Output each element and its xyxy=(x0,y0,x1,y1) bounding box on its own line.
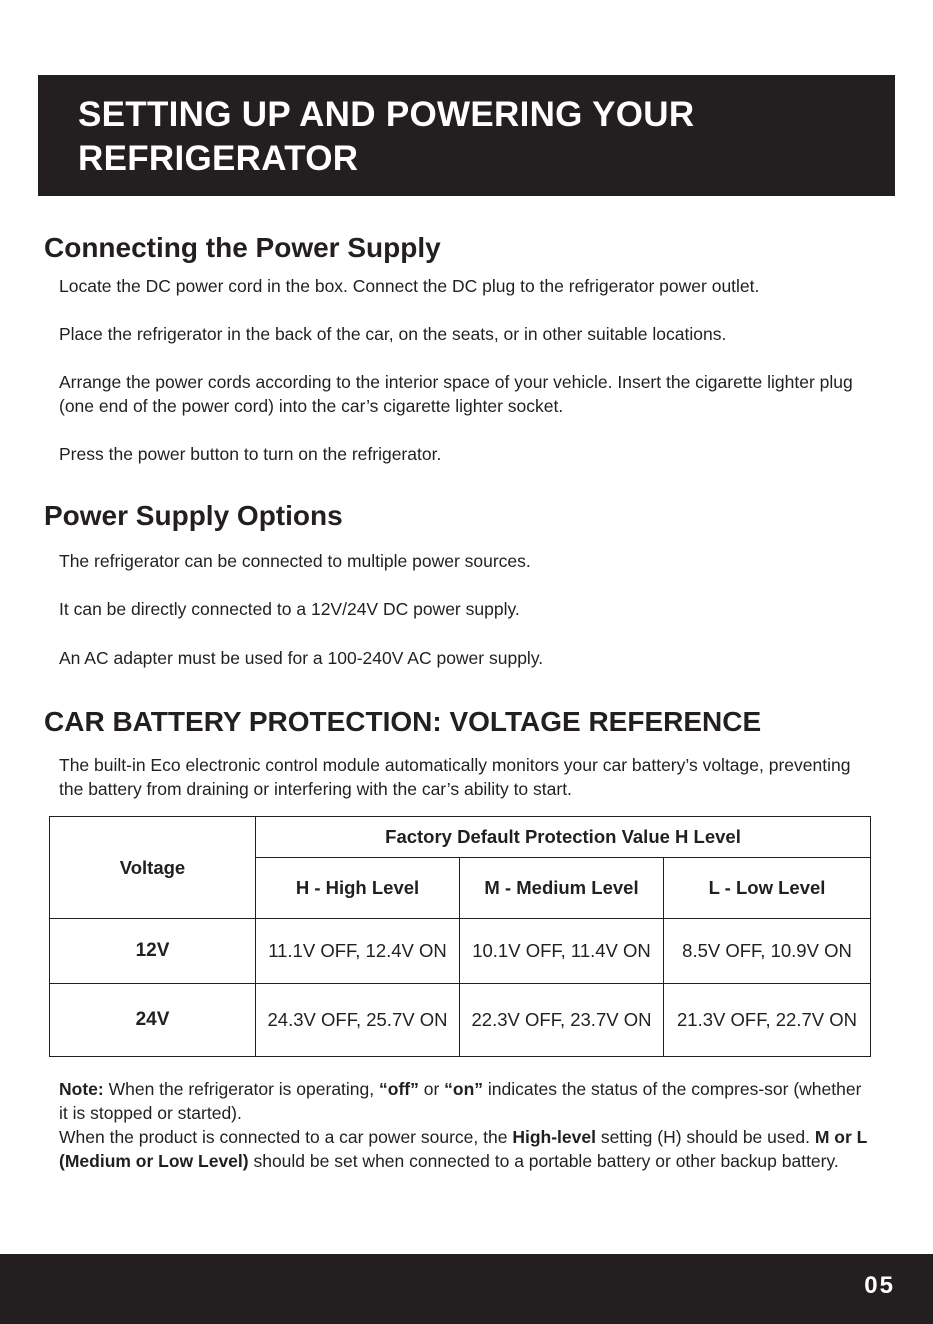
note-paragraph xyxy=(59,1077,874,1173)
voltage-reference-table xyxy=(49,816,871,1057)
note-text: or xyxy=(418,1079,445,1099)
group-header: Factory Default Protection Value H Level xyxy=(256,817,871,858)
section-title-battery-protection: CAR BATTERY PROTECTION: VOLTAGE REFERENCE xyxy=(44,706,762,737)
options-paragraph-3: An AC adapter must be used for a 100-240V AC power supply. xyxy=(59,648,544,668)
options-paragraph-2: It can be directly connected to a 12V/24V DC power supply. xyxy=(59,599,520,619)
table-cell: 22.3V OFF, 23.7V ON xyxy=(460,984,664,1057)
note-text: setting (H) should be used. xyxy=(595,1127,815,1147)
table-row xyxy=(50,984,871,1057)
column-header-low: L - Low Level xyxy=(664,858,871,919)
note-text: indicates the status of the compres-sor (whether it is stopped or started). xyxy=(59,1079,862,1123)
page-title xyxy=(78,93,895,181)
title-banner xyxy=(38,75,895,196)
page-number: 05 xyxy=(864,1272,895,1299)
table-cell: 11.1V OFF, 12.4V ON xyxy=(256,919,460,984)
column-header-high: H - High Level xyxy=(256,858,460,919)
voltage-header: Voltage xyxy=(50,817,256,919)
page-title-line-2: REFRIGERATOR xyxy=(78,139,359,178)
note-text: When the refrigerator is operating, xyxy=(103,1079,379,1099)
section-title-power-options: Power Supply Options xyxy=(44,500,343,531)
table-cell: 10.1V OFF, 11.4V ON xyxy=(460,919,664,984)
section-title-connecting: Connecting the Power Supply xyxy=(44,232,441,263)
note-on: “on” xyxy=(444,1079,484,1099)
row-voltage-label: 12V xyxy=(50,919,256,984)
page-title-line-1: SETTING UP AND POWERING YOUR xyxy=(78,95,695,134)
note-label: Note: xyxy=(59,1079,104,1099)
connecting-paragraph-4: Press the power button to turn on the refrigerator. xyxy=(59,444,442,464)
table-row xyxy=(50,919,871,984)
table-header-row xyxy=(50,817,871,858)
battery-intro: The built-in Eco electronic control module automatically monitors your car battery’s voltage, preventing the battery from draining or interfering with the car’s ability to start. xyxy=(59,755,851,799)
connecting-paragraph-1: Locate the DC power cord in the box. Connect the DC plug to the refrigerator power outlet. xyxy=(59,276,760,296)
table-cell: 24.3V OFF, 25.7V ON xyxy=(256,984,460,1057)
row-voltage-label: 24V xyxy=(50,984,256,1057)
note-high-level: High-level xyxy=(512,1127,596,1147)
table-cell: 8.5V OFF, 10.9V ON xyxy=(664,919,871,984)
connecting-paragraph-3: Arrange the power cords according to the interior space of your vehicle. Insert the cigarette lighter plug (one end of the power cord) into the car’s cigarette lighter socket. xyxy=(59,372,853,416)
column-header-medium: M - Medium Level xyxy=(460,858,664,919)
note-medium-low: M or L (Medium or Low Level) xyxy=(59,1127,868,1171)
connecting-paragraph-2: Place the refrigerator in the back of the car, on the seats, or in other suitable locations. xyxy=(59,324,727,344)
note-text: When the product is connected to a car power source, the xyxy=(59,1127,513,1147)
options-paragraph-1: The refrigerator can be connected to multiple power sources. xyxy=(59,551,531,571)
note-text: should be set when connected to a portable battery or other backup battery. xyxy=(248,1151,839,1171)
note-off: “off” xyxy=(379,1079,419,1099)
table-cell: 21.3V OFF, 22.7V ON xyxy=(664,984,871,1057)
footer-bar xyxy=(0,1254,933,1324)
